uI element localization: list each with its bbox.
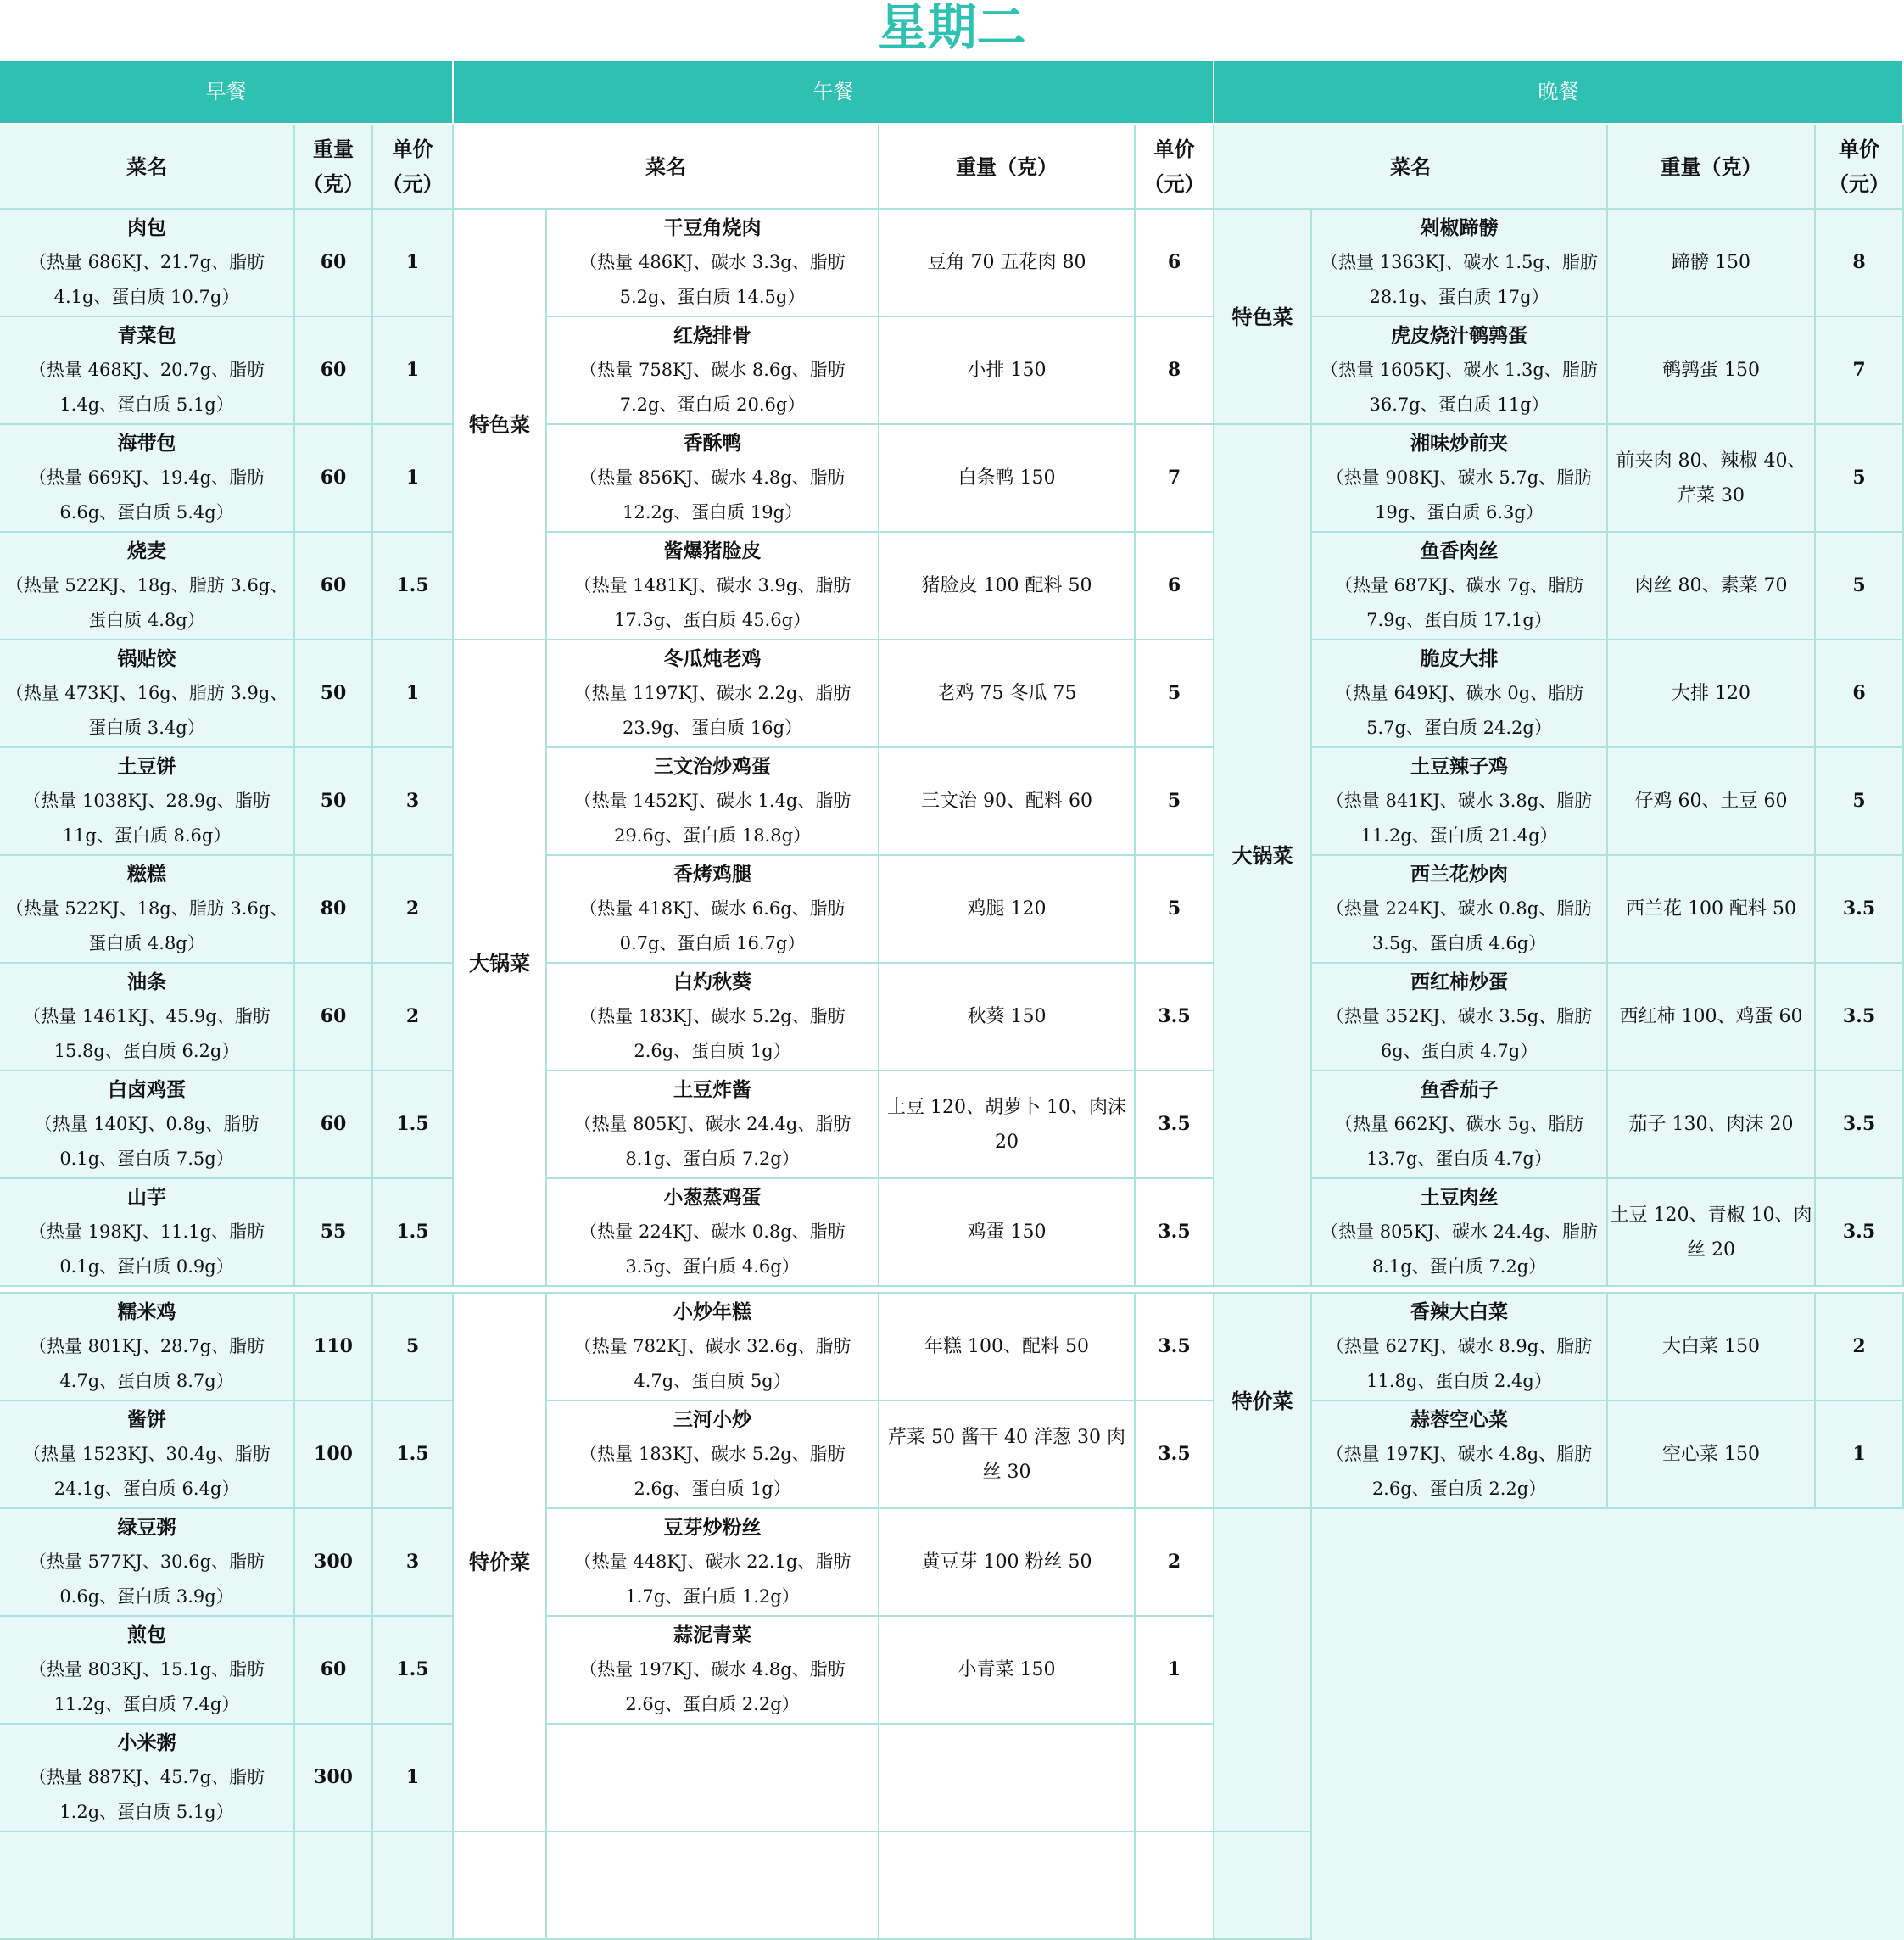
lunch-weight-cell: 小排 150 xyxy=(879,317,1136,425)
dish-text xyxy=(0,857,293,961)
dish-nutrition: （热量 418KJ、碳水 6.6g、脂肪 0.7g、蛋白质 16.7g） xyxy=(579,898,846,953)
empty-cell xyxy=(1214,1832,1312,1940)
dinner-price-cell: 5 xyxy=(1816,748,1904,856)
lunch-weight-cell: 老鸡 75 冬瓜 75 xyxy=(879,640,1136,748)
dish-nutrition: （热量 224KJ、碳水 0.8g、脂肪 3.5g、蛋白质 4.6g） xyxy=(579,1222,846,1277)
dinner-price-cell: 3.5 xyxy=(1816,964,1904,1071)
dinner-weight-cell: 西兰花 100 配料 50 xyxy=(1608,856,1816,964)
dish-nutrition: （热量 758KJ、碳水 8.6g、脂肪 7.2g、蛋白质 20.6g） xyxy=(579,360,846,415)
dish-name: 脆皮大排 xyxy=(1420,647,1499,670)
breakfast-price-cell: 1.5 xyxy=(373,1401,454,1509)
dish-name: 蒜蓉空心菜 xyxy=(1410,1408,1508,1431)
dish-name: 香辣大白菜 xyxy=(1410,1300,1508,1323)
empty-cell xyxy=(373,1832,454,1940)
dish-nutrition: （热量 473KJ、16g、脂肪 3.9g、蛋白质 3.4g） xyxy=(5,683,288,738)
breakfast-col-weight: 重量（克） xyxy=(295,125,373,210)
dish-name: 鱼香肉丝 xyxy=(1420,540,1499,562)
dish-nutrition: （热量 887KJ、45.7g、脂肪 1.2g、蛋白质 5.1g） xyxy=(28,1767,265,1822)
dinner-dish-cell xyxy=(1312,425,1608,533)
dish-text xyxy=(547,210,878,315)
dinner-category-value: 特价菜 xyxy=(1214,1294,1312,1509)
dish-name: 肉包 xyxy=(127,216,166,239)
lunch-dish-cell xyxy=(547,210,879,317)
dish-nutrition: （热量 908KJ、碳水 5.7g、脂肪 19g、蛋白质 6.3g） xyxy=(1326,467,1593,523)
dish-name: 糍糕 xyxy=(127,863,166,886)
dish-nutrition: （热量 183KJ、碳水 5.2g、脂肪 2.6g、蛋白质 1g） xyxy=(579,1444,846,1499)
dish-text xyxy=(1312,641,1606,746)
dish-text xyxy=(0,1725,293,1830)
breakfast-price-cell: 1 xyxy=(373,1725,454,1832)
lunch-category-pot: 大锅菜 xyxy=(454,640,547,1287)
empty-cell xyxy=(879,1725,1136,1832)
dish-text xyxy=(0,1072,293,1177)
lunch-price-cell: 5 xyxy=(1136,856,1214,964)
lunch-weight-cell: 黄豆芽 100 粉丝 50 xyxy=(879,1509,1136,1617)
lunch-price-cell: 3.5 xyxy=(1136,1401,1214,1509)
dish-text xyxy=(547,641,878,746)
dish-nutrition: （热量 841KJ、碳水 3.8g、脂肪 11.2g、蛋白质 21.4g） xyxy=(1326,791,1593,846)
dinner-weight-cell: 茄子 130、肉沫 20 xyxy=(1608,1071,1816,1179)
dish-name: 湘味炒前夹 xyxy=(1410,432,1508,455)
dish-text xyxy=(1312,318,1606,422)
dinner-col-name: 菜名 xyxy=(1214,125,1608,210)
breakfast-dish-cell xyxy=(0,1509,295,1617)
dish-nutrition: （热量 1363KJ、碳水 1.5g、脂肪 28.1g、蛋白质 17g） xyxy=(1321,252,1598,307)
dish-name: 鱼香茄子 xyxy=(1420,1078,1499,1101)
dinner-weight-cell: 空心菜 150 xyxy=(1608,1401,1816,1509)
empty-cell xyxy=(1136,1725,1214,1832)
dish-name: 青菜包 xyxy=(117,324,176,347)
lunch-price-cell: 5 xyxy=(1136,748,1214,856)
dish-nutrition: （热量 183KJ、碳水 5.2g、脂肪 2.6g、蛋白质 1g） xyxy=(579,1006,846,1061)
dinner-dish-cell xyxy=(1312,210,1608,317)
breakfast-weight-cell: 80 xyxy=(295,856,373,964)
dish-text xyxy=(547,1294,878,1399)
lunch-price-cell: 7 xyxy=(1136,425,1214,533)
lunch-price-cell: 3.5 xyxy=(1136,1071,1214,1179)
breakfast-weight-cell: 300 xyxy=(295,1725,373,1832)
dinner-col-weight: 重量（克） xyxy=(1608,125,1816,210)
breakfast-price-cell: 3 xyxy=(373,748,454,856)
dinner-dish-cell xyxy=(1312,748,1608,856)
dinner-price-cell: 7 xyxy=(1816,317,1904,425)
dish-text xyxy=(0,1402,293,1507)
dinner-dish-cell xyxy=(1312,856,1608,964)
dish-name: 小米粥 xyxy=(117,1731,176,1754)
dish-nutrition: （热量 448KJ、碳水 22.1g、脂肪 1.7g、蛋白质 1.2g） xyxy=(573,1551,851,1607)
dinner-weight-cell: 仔鸡 60、土豆 60 xyxy=(1608,748,1816,856)
breakfast-col-name: 菜名 xyxy=(0,125,295,210)
dish-nutrition: （热量 197KJ、碳水 4.8g、脂肪 2.6g、蛋白质 2.2g） xyxy=(579,1659,846,1714)
lunch-weight-cell: 鸡腿 120 xyxy=(879,856,1136,964)
lunch-price-cell: 3.5 xyxy=(1136,1179,1214,1287)
breakfast-price-cell: 1.5 xyxy=(373,1179,454,1287)
breakfast-price-cell: 1.5 xyxy=(373,533,454,640)
breakfast-dish-cell xyxy=(0,1401,295,1509)
dish-nutrition: （热量 782KJ、碳水 32.6g、脂肪 4.7g、蛋白质 5g） xyxy=(573,1336,851,1391)
breakfast-price-cell: 2 xyxy=(373,856,454,964)
breakfast-price-cell: 1 xyxy=(373,210,454,317)
dish-name: 白灼秋葵 xyxy=(673,970,751,993)
dish-name: 海带包 xyxy=(117,432,176,455)
menu-table xyxy=(0,61,1904,1912)
breakfast-weight-cell: 60 xyxy=(295,964,373,1071)
dinner-weight-cell: 西红柿 100、鸡蛋 60 xyxy=(1608,964,1816,1071)
dish-text xyxy=(0,1180,293,1284)
dinner-weight-cell: 大排 120 xyxy=(1608,640,1816,748)
breakfast-dish-cell xyxy=(0,1617,295,1725)
dish-name: 白卤鸡蛋 xyxy=(108,1078,186,1101)
page-title: 星期二 xyxy=(878,0,1026,56)
dish-text xyxy=(1312,1072,1606,1177)
lunch-header: 午餐 xyxy=(454,61,1214,125)
empty-cell xyxy=(0,1832,295,1940)
section-divider xyxy=(0,1287,1904,1294)
dinner-price-cell: 6 xyxy=(1816,640,1904,748)
dinner-dish-cell xyxy=(1312,533,1608,640)
dish-name: 锅贴饺 xyxy=(117,647,176,670)
dish-text xyxy=(1312,210,1606,315)
dish-text xyxy=(0,1510,293,1614)
lunch-price-cell: 3.5 xyxy=(1136,964,1214,1071)
breakfast-dish-cell xyxy=(0,856,295,964)
lunch-weight-cell: 秋葵 150 xyxy=(879,964,1136,1071)
breakfast-price-cell: 1.5 xyxy=(373,1617,454,1725)
dish-nutrition: （热量 649KJ、碳水 0g、脂肪 5.7g、蛋白质 24.2g） xyxy=(1334,683,1584,738)
dish-nutrition: （热量 197KJ、碳水 4.8g、脂肪 2.6g、蛋白质 2.2g） xyxy=(1326,1444,1593,1499)
breakfast-weight-cell: 60 xyxy=(295,1617,373,1725)
breakfast-price-cell: 5 xyxy=(373,1294,454,1401)
dish-text xyxy=(547,1402,878,1507)
dish-text xyxy=(1312,749,1606,853)
breakfast-dish-cell xyxy=(0,640,295,748)
dish-name: 西红柿炒蛋 xyxy=(1410,970,1508,993)
dish-nutrition: （热量 522KJ、18g、脂肪 3.6g、蛋白质 4.8g） xyxy=(5,575,288,630)
dish-name: 烧麦 xyxy=(127,540,166,562)
breakfast-header: 早餐 xyxy=(0,61,454,125)
dish-nutrition: （热量 1461KJ、45.9g、脂肪 15.8g、蛋白质 6.2g） xyxy=(23,1006,271,1061)
empty-area xyxy=(1312,1509,1904,1940)
lunch-weight-cell: 猪脸皮 100 配料 50 xyxy=(879,533,1136,640)
breakfast-weight-cell: 100 xyxy=(295,1401,373,1509)
dish-name: 香烤鸡腿 xyxy=(673,863,751,886)
dish-name: 红烧排骨 xyxy=(673,324,751,347)
dinner-dish-cell xyxy=(1312,1401,1608,1509)
dish-nutrition: （热量 352KJ、碳水 3.5g、脂肪 6g、蛋白质 4.7g） xyxy=(1326,1006,1593,1061)
lunch-dish-cell xyxy=(547,964,879,1071)
breakfast-weight-cell: 55 xyxy=(295,1179,373,1287)
breakfast-weight-cell: 60 xyxy=(295,425,373,533)
breakfast-col-price: 单价（元） xyxy=(373,125,454,210)
dish-text xyxy=(0,318,293,422)
dinner-weight-cell: 大白菜 150 xyxy=(1608,1294,1816,1401)
dinner-dish-cell xyxy=(1312,640,1608,748)
lunch-weight-cell: 三文治 90、配料 60 xyxy=(879,748,1136,856)
dish-nutrition: （热量 1452KJ、碳水 1.4g、脂肪 29.6g、蛋白质 18.8g） xyxy=(573,791,851,846)
dish-name: 冬瓜炖老鸡 xyxy=(663,647,762,670)
breakfast-price-cell: 1 xyxy=(373,640,454,748)
lunch-price-cell: 3.5 xyxy=(1136,1294,1214,1401)
dish-nutrition: （热量 669KJ、19.4g、脂肪 6.6g、蛋白质 5.4g） xyxy=(28,467,265,523)
dinner-price-cell: 3.5 xyxy=(1816,1179,1904,1287)
breakfast-dish-cell xyxy=(0,210,295,317)
dish-text xyxy=(547,534,878,638)
dish-name: 土豆辣子鸡 xyxy=(1410,755,1508,778)
lunch-price-cell: 5 xyxy=(1136,640,1214,748)
lunch-dish-cell xyxy=(547,533,879,640)
dish-name: 小炒年糕 xyxy=(673,1300,751,1323)
dish-nutrition: （热量 468KJ、20.7g、脂肪 1.4g、蛋白质 5.1g） xyxy=(28,360,265,415)
dinner-price-cell: 3.5 xyxy=(1816,856,1904,964)
dinner-dish-cell xyxy=(1312,317,1608,425)
lunch-dish-cell xyxy=(547,640,879,748)
empty-cell xyxy=(547,1832,879,1940)
empty-cell xyxy=(1214,1509,1312,1832)
lunch-category-value: 特价菜 xyxy=(454,1294,547,1832)
dish-nutrition: （热量 486KJ、碳水 3.3g、脂肪 5.2g、蛋白质 14.5g） xyxy=(579,252,846,307)
dish-nutrition: （热量 1197KJ、碳水 2.2g、脂肪 23.9g、蛋白质 16g） xyxy=(573,683,851,738)
breakfast-price-cell: 1 xyxy=(373,425,454,533)
dinner-price-cell: 2 xyxy=(1816,1294,1904,1401)
dinner-weight-cell: 蹄髈 150 xyxy=(1608,210,1816,317)
breakfast-dish-cell xyxy=(0,748,295,856)
dinner-price-cell: 3.5 xyxy=(1816,1071,1904,1179)
dish-name: 油条 xyxy=(127,970,166,993)
breakfast-dish-cell xyxy=(0,317,295,425)
breakfast-dish-cell xyxy=(0,533,295,640)
dish-nutrition: （热量 1523KJ、30.4g、脂肪 24.1g、蛋白质 6.4g） xyxy=(23,1444,271,1499)
dish-text xyxy=(547,1618,878,1722)
dinner-category-special: 特色菜 xyxy=(1214,210,1312,425)
dish-nutrition: （热量 686KJ、21.7g、脂肪 4.1g、蛋白质 10.7g） xyxy=(28,252,265,307)
dish-name: 土豆饼 xyxy=(117,755,176,778)
breakfast-weight-cell: 110 xyxy=(295,1294,373,1401)
dinner-price-cell: 5 xyxy=(1816,533,1904,640)
dinner-price-cell: 1 xyxy=(1816,1401,1904,1509)
dish-text xyxy=(0,1618,293,1722)
dish-nutrition: （热量 1481KJ、碳水 3.9g、脂肪 17.3g、蛋白质 45.6g） xyxy=(573,575,851,630)
dish-text xyxy=(1312,857,1606,961)
dish-text xyxy=(0,426,293,530)
dish-text xyxy=(1312,1180,1606,1284)
lunch-weight-cell: 年糕 100、配料 50 xyxy=(879,1294,1136,1401)
lunch-dish-cell xyxy=(547,317,879,425)
empty-cell xyxy=(1136,1832,1214,1940)
dinner-price-cell: 5 xyxy=(1816,425,1904,533)
lunch-dish-cell xyxy=(547,1617,879,1725)
dish-name: 香酥鸭 xyxy=(683,432,742,455)
dish-name: 酱爆猪脸皮 xyxy=(663,540,762,562)
dish-nutrition: （热量 856KJ、碳水 4.8g、脂肪 12.2g、蛋白质 19g） xyxy=(579,467,846,523)
dinner-category-pot: 大锅菜 xyxy=(1214,425,1312,1287)
breakfast-dish-cell xyxy=(0,1725,295,1832)
lunch-price-cell: 6 xyxy=(1136,533,1214,640)
lunch-dish-cell xyxy=(547,1071,879,1179)
dish-name: 剁椒蹄髈 xyxy=(1420,216,1499,239)
lunch-dish-cell xyxy=(547,748,879,856)
lunch-price-cell: 1 xyxy=(1136,1617,1214,1725)
lunch-price-cell: 2 xyxy=(1136,1509,1214,1617)
lunch-weight-cell: 土豆 120、胡萝卜 10、肉沫 20 xyxy=(879,1071,1136,1179)
dish-text xyxy=(1312,1402,1606,1507)
lunch-dish-cell xyxy=(547,1294,879,1401)
dinner-header: 晚餐 xyxy=(1214,61,1904,125)
lunch-weight-cell: 豆角 70 五花肉 80 xyxy=(879,210,1136,317)
lunch-price-cell: 8 xyxy=(1136,317,1214,425)
dish-nutrition: （热量 1038KJ、28.9g、脂肪 11g、蛋白质 8.6g） xyxy=(23,791,271,846)
dish-name: 三文治炒鸡蛋 xyxy=(654,755,771,778)
dish-nutrition: （热量 801KJ、28.7g、脂肪 4.7g、蛋白质 8.7g） xyxy=(28,1336,265,1391)
dinner-price-cell: 8 xyxy=(1816,210,1904,317)
lunch-price-cell: 6 xyxy=(1136,210,1214,317)
dish-nutrition: （热量 140KJ、0.8g、脂肪 0.1g、蛋白质 7.5g） xyxy=(34,1114,260,1169)
dish-nutrition: （热量 224KJ、碳水 0.8g、脂肪 3.5g、蛋白质 4.6g） xyxy=(1326,898,1593,953)
breakfast-dish-cell xyxy=(0,425,295,533)
lunch-dish-cell xyxy=(547,856,879,964)
dish-nutrition: （热量 662KJ、碳水 5g、脂肪 13.7g、蛋白质 4.7g） xyxy=(1334,1114,1584,1169)
dish-nutrition: （热量 627KJ、碳水 8.9g、脂肪 11.8g、蛋白质 2.4g） xyxy=(1326,1336,1593,1391)
dish-name: 土豆肉丝 xyxy=(1420,1186,1499,1209)
dish-text xyxy=(547,1072,878,1177)
breakfast-dish-cell xyxy=(0,1294,295,1401)
dish-text xyxy=(547,964,878,1069)
dish-name: 土豆炸酱 xyxy=(673,1078,751,1101)
empty-cell xyxy=(295,1832,373,1940)
dish-text xyxy=(1312,1294,1606,1399)
lunch-col-weight: 重量（克） xyxy=(879,125,1136,210)
lunch-weight-cell: 白条鸭 150 xyxy=(879,425,1136,533)
dish-nutrition: （热量 198KJ、11.1g、脂肪 0.1g、蛋白质 0.9g） xyxy=(28,1222,265,1277)
dinner-dish-cell xyxy=(1312,1294,1608,1401)
dish-text xyxy=(0,210,293,315)
breakfast-dish-cell xyxy=(0,964,295,1071)
dinner-dish-cell xyxy=(1312,1179,1608,1287)
dish-nutrition: （热量 803KJ、15.1g、脂肪 11.2g、蛋白质 7.4g） xyxy=(28,1659,265,1714)
dinner-dish-cell xyxy=(1312,1071,1608,1179)
dish-name: 干豆角烧肉 xyxy=(663,216,762,239)
lunch-col-name: 菜名 xyxy=(454,125,879,210)
dish-nutrition: （热量 577KJ、30.6g、脂肪 0.6g、蛋白质 3.9g） xyxy=(28,1551,265,1607)
dish-text xyxy=(0,1294,293,1399)
breakfast-weight-cell: 50 xyxy=(295,640,373,748)
breakfast-weight-cell: 50 xyxy=(295,748,373,856)
dish-text xyxy=(547,857,878,961)
breakfast-dish-cell xyxy=(0,1179,295,1287)
breakfast-weight-cell: 60 xyxy=(295,533,373,640)
lunch-dish-cell xyxy=(547,425,879,533)
dish-text xyxy=(0,641,293,746)
dish-name: 绿豆粥 xyxy=(117,1516,176,1539)
dish-text xyxy=(1312,964,1606,1069)
dish-nutrition: （热量 805KJ、碳水 24.4g、脂肪 8.1g、蛋白质 7.2g） xyxy=(1321,1222,1598,1277)
dish-text xyxy=(547,426,878,530)
dish-name: 煎包 xyxy=(127,1624,166,1646)
dish-name: 酱饼 xyxy=(127,1408,166,1431)
empty-cell xyxy=(879,1832,1136,1940)
dinner-weight-cell: 鹌鹑蛋 150 xyxy=(1608,317,1816,425)
dish-text xyxy=(1312,426,1606,530)
dish-name: 蒜泥青菜 xyxy=(673,1624,751,1646)
dish-text xyxy=(547,1510,878,1614)
dinner-weight-cell: 肉丝 80、素菜 70 xyxy=(1608,533,1816,640)
empty-cell xyxy=(454,1832,547,1940)
dish-text xyxy=(547,318,878,422)
dish-text xyxy=(547,1180,878,1284)
dinner-dish-cell xyxy=(1312,964,1608,1071)
dish-name: 山芋 xyxy=(127,1186,166,1209)
breakfast-weight-cell: 300 xyxy=(295,1509,373,1617)
dish-text xyxy=(0,964,293,1069)
breakfast-price-cell: 3 xyxy=(373,1509,454,1617)
dish-name: 虎皮烧汁鹌鹑蛋 xyxy=(1391,324,1527,347)
lunch-col-price: 单价（元） xyxy=(1136,125,1214,210)
dish-text xyxy=(0,749,293,853)
dish-text xyxy=(547,749,878,853)
breakfast-weight-cell: 60 xyxy=(295,1071,373,1179)
dish-name: 三河小炒 xyxy=(673,1408,751,1431)
dish-text xyxy=(0,534,293,638)
lunch-dish-cell xyxy=(547,1179,879,1287)
lunch-dish-cell xyxy=(547,1509,879,1617)
lunch-weight-cell: 鸡蛋 150 xyxy=(879,1179,1136,1287)
lunch-dish-cell xyxy=(547,1401,879,1509)
lunch-weight-cell: 芹菜 50 酱干 40 洋葱 30 肉丝 30 xyxy=(879,1401,1136,1509)
empty-cell xyxy=(547,1725,879,1832)
dish-nutrition: （热量 1605KJ、碳水 1.3g、脂肪 36.7g、蛋白质 11g） xyxy=(1321,360,1598,415)
breakfast-price-cell: 1 xyxy=(373,317,454,425)
dish-nutrition: （热量 805KJ、碳水 24.4g、脂肪 8.1g、蛋白质 7.2g） xyxy=(573,1114,851,1169)
dish-name: 糯米鸡 xyxy=(117,1300,176,1323)
breakfast-weight-cell: 60 xyxy=(295,210,373,317)
dish-text xyxy=(1312,534,1606,638)
dish-name: 西兰花炒肉 xyxy=(1410,863,1508,886)
breakfast-price-cell: 2 xyxy=(373,964,454,1071)
dish-nutrition: （热量 522KJ、18g、脂肪 3.6g、蛋白质 4.8g） xyxy=(5,898,288,953)
breakfast-price-cell: 1.5 xyxy=(373,1071,454,1179)
lunch-category-special: 特色菜 xyxy=(454,210,547,640)
breakfast-weight-cell: 60 xyxy=(295,317,373,425)
dinner-col-price: 单价（元） xyxy=(1816,125,1904,210)
dish-name: 豆芽炒粉丝 xyxy=(663,1516,762,1539)
dish-nutrition: （热量 687KJ、碳水 7g、脂肪 7.9g、蛋白质 17.1g） xyxy=(1334,575,1584,630)
dish-name: 小葱蒸鸡蛋 xyxy=(663,1186,762,1209)
dinner-weight-cell: 土豆 120、青椒 10、肉丝 20 xyxy=(1608,1179,1816,1287)
lunch-weight-cell: 小青菜 150 xyxy=(879,1617,1136,1725)
breakfast-dish-cell xyxy=(0,1071,295,1179)
dinner-weight-cell: 前夹肉 80、辣椒 40、芹菜 30 xyxy=(1608,425,1816,533)
